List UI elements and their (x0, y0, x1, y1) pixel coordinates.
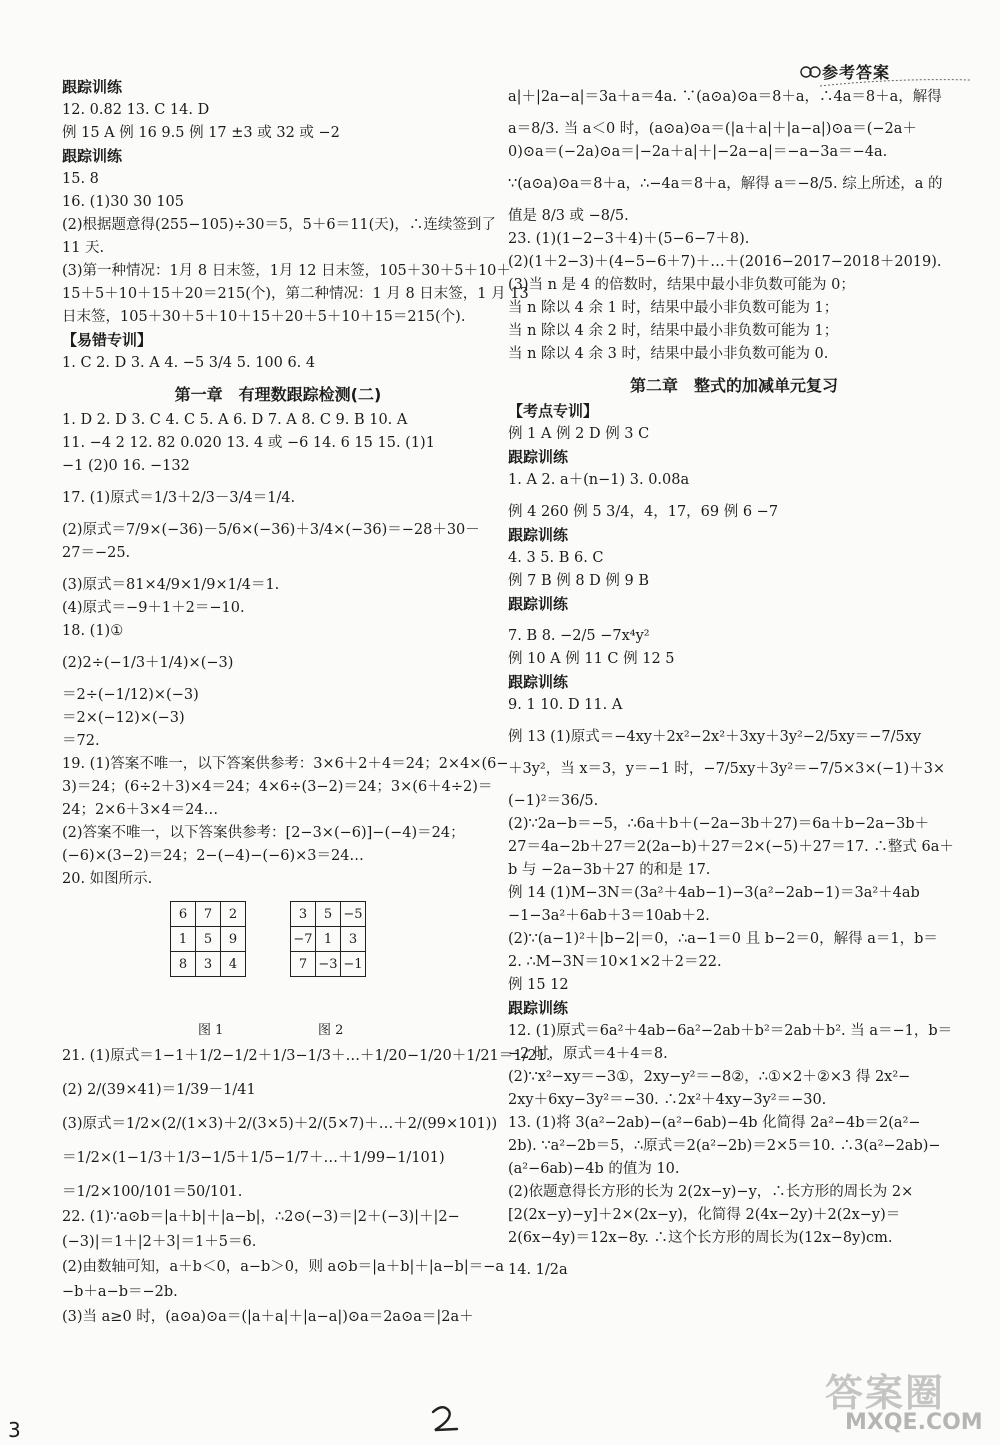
answer-line: 13. (1)将 3(a²−2ab)−(a²−6ab)−4b 化简得 2a²−4b＝2(a²− (508, 1115, 921, 1131)
grid-cell: −5 (341, 902, 366, 927)
answer-line: (3)第一种情况：1月 8 日末签，1月 12 日末签，105＋30＋5＋10＋ (62, 263, 511, 279)
grid-cell: −3 (316, 952, 341, 977)
section-label: 跟踪训练 (62, 147, 123, 165)
answer-line: 2. ∴M−3N＝10×1×2＋2＝22. (508, 954, 722, 970)
answer-line: 7. B 8. −2/5 −7x⁴y² (508, 628, 650, 644)
answer-line: (2)2÷(−1/3＋1/4)×(−3) (62, 655, 234, 671)
grid-row (171, 952, 246, 977)
answer-line: [2(2x−y)−y]＋2×(2x−y)，化简得 2(4x−2y)＋2(2x−y)＝ (508, 1207, 901, 1223)
answer-line: (2)原式＝7/9×(−36)－5/6×(−36)＋3/4×(−36)＝−28＋30－ (62, 522, 480, 538)
answer-line: 1. C 2. D 3. A 4. −5 3/4 5. 100 6. 4 (62, 355, 316, 371)
section-label: 跟踪训练 (508, 595, 569, 613)
answer-line: 4. 3 5. B 6. C (508, 550, 604, 566)
grid-cell: 9 (221, 927, 246, 952)
grid-row (171, 902, 246, 927)
answer-line: (3)当 n 是 4 的倍数时，结果中最小非负数可能为 0； (508, 277, 855, 293)
answer-line: 例 7 B 例 8 D 例 9 B (508, 573, 649, 589)
answer-line: (2)由数轴可知，a＋b＜0，a−b＞0，则 a⊙b＝|a＋b|＋|a−b|＝−a (62, 1259, 505, 1275)
grid-row (291, 927, 366, 952)
section-label: 【考点专训】 (508, 402, 599, 420)
answer-line: 24；2×6＋3×4＝24… (62, 802, 219, 818)
right-column-lines (508, 88, 960, 1280)
answer-line: (3)原式＝81×4/9×1/9×1/4＝1. (62, 577, 280, 593)
grid-cell: −1 (341, 952, 366, 977)
swoosh-decoration-icon (820, 78, 970, 88)
answer-line: 11 天. (62, 240, 105, 256)
answer-line: 日末签，105＋30＋5＋10＋15＋20＋5＋10＋15＝215(个). (62, 309, 466, 325)
answer-line: 2(6x−4y)＝12x−8y. ∴这个长方形的周长为(12x−8y)cm. (508, 1230, 893, 1246)
answer-line: ＝2÷(−1/12)×(−3) (62, 687, 199, 703)
answer-line: −2 时，原式＝4＋4＝8. (508, 1046, 668, 1062)
answer-line: (2)(1＋2−3)＋(4−5−6＋7)＋…＋(2016−2017−2018＋2019). (508, 254, 942, 270)
answer-line: 16. (1)30 30 105 (62, 194, 185, 210)
answer-line: (−6)×(3−2)＝24；2−(−4)−(−6)×3＝24… (62, 848, 364, 864)
section-label: 跟踪训练 (508, 673, 569, 691)
answer-line: 23. (1)(1−2−3＋4)＋(5−6−7＋8). (508, 231, 750, 247)
answer-line: 当 n 除以 4 余 2 时，结果中最小非负数可能为 1； (508, 323, 839, 339)
answer-line: 例 15 12 (508, 977, 569, 993)
answer-line: 例 14 (1)M−3N＝(3a²＋4ab−1)−3(a²−2ab−1)＝3a²＋4ab (508, 885, 920, 901)
answer-line: ＝2×(−12)×(−3) (62, 710, 185, 726)
answer-line: 27＝−25. (62, 545, 131, 561)
grid-cell: 8 (171, 952, 196, 977)
answer-line: −1−3a²＋6ab＋3＝10ab＋2. (508, 908, 710, 924)
answer-line: 3)＝24；(6÷2＋3)×4＝24；4×6÷(3−2)＝24；3×(6＋4÷2)＝ (62, 779, 493, 795)
handwritten-mark (425, 1403, 465, 1435)
magic-square-figures (62, 897, 494, 1047)
answer-line: 14. 1/2a (508, 1262, 568, 1278)
answer-line: (2)依题意得长方形的长为 2(2x−y)−y，∴长方形的周长为 2× (508, 1184, 914, 1200)
grid-cell: −7 (291, 927, 316, 952)
answer-line: (4)原式＝−9＋1＋2＝−10. (62, 600, 245, 616)
answer-line: ＝1/2×(1−1/3＋1/3−1/5＋1/5−1/7＋…＋1/99−1/101) (62, 1150, 445, 1166)
answer-line: ＝1/2×100/101＝50/101. (62, 1184, 243, 1200)
grid-cell: 3 (291, 902, 316, 927)
section-label: 跟踪训练 (508, 526, 569, 544)
section-label: 跟踪训练 (508, 999, 569, 1017)
section-label: 跟踪训练 (62, 78, 123, 96)
answer-line: (2)∵x²−xy＝−3①，2xy−y²＝−8②，∴①×2＋②×3 得 2x²− (508, 1069, 911, 1085)
answer-line: 例 15 A 例 16 9.5 例 17 ±3 或 32 或 −2 (62, 125, 340, 141)
answer-line: 21. (1)原式＝1−1＋1/2−1/2＋1/3−1/3＋…＋1/20−1/20＋1/21＝1/21. (62, 1048, 551, 1064)
figure-2-caption: 图 2 (318, 1023, 344, 1038)
grid-cell: 4 (221, 952, 246, 977)
answer-line: 值是 8/3 或 −8/5. (508, 208, 629, 224)
right-column (508, 88, 960, 1280)
header-title: 参考答案 (822, 63, 891, 82)
answer-line: (a²−6ab)−4b 的值为 10. (508, 1161, 680, 1177)
answer-line: 18. (1)① (62, 623, 124, 639)
grid-cell: 2 (221, 902, 246, 927)
grid-cell: 1 (171, 927, 196, 952)
answer-line: 19. (1)答案不唯一，以下答案供参考：3×6＋2＋4＝24；2×4×(6− (62, 756, 509, 772)
grid-row (171, 927, 246, 952)
answer-line: −b＋a−b＝−2b. (62, 1284, 178, 1300)
circles-decoration-icon (800, 64, 822, 80)
answer-line: (2)∵2a−b＝−5，∴6a＋b＋(−2a−3b＋27)＝6a＋b−2a−3b＋ (508, 816, 930, 832)
answer-line: a|＋|2a−a|＝3a＋a＝4a. ∵(a⊙a)⊙a＝8＋a，∴4a＝8＋a，解得 (508, 89, 942, 105)
answer-line: 20. 如图所示. (62, 871, 153, 887)
grid-cell: 5 (196, 927, 221, 952)
answer-line: 15＋5＋10＋15＋20＝215(个)，第二种情况：1 月 8 日末签，1 月 13 (62, 286, 529, 302)
answer-line: 1. D 2. D 3. C 4. C 5. A 6. D 7. A 8. C 9. B 10. A (62, 412, 408, 428)
answer-line: 11. −4 2 12. 82 0.020 13. 4 或 −6 14. 6 15 15. (1)1 (62, 435, 435, 451)
answer-line: (−3)|＝1＋|2＋3|＝1＋5＝6. (62, 1234, 257, 1250)
answer-line: (2)根据题意得(255−105)÷30＝5，5＋6＝11(天)，∴连续签到了 (62, 217, 496, 233)
grid-cell: 3 (196, 952, 221, 977)
answer-line: (−1)²＝36/5. (508, 793, 599, 809)
page-number: 3 (8, 1418, 21, 1442)
answer-line: ∵(a⊙a)⊙a＝8＋a，∴−4a＝8＋a，解得 a＝−8/5. 综上所述，a 的 (508, 176, 943, 192)
answer-line: 12. (1)原式＝6a²＋4ab−6a²−2ab＋b²＝2ab＋b². 当 a＝−1，b＝ (508, 1023, 953, 1039)
answer-line: 27＝4a−2b＋27＝2(2a−b)＋27＝2×(−5)＋27＝17. ∴整式 6a＋ (508, 839, 954, 855)
answer-line: 9. 1 10. D 11. A (508, 697, 623, 713)
answer-line: 0)⊙a＝(−2a)⊙a＝|−2a＋a|＋|−2a−a|＝−a−3a＝−4a. (508, 144, 888, 160)
answer-line: ＋3y²，当 x＝3，y＝−1 时，−7/5xy＋3y²＝−7/5×3×(−1)＋3× (508, 761, 946, 777)
answer-line: 例 10 A 例 11 C 例 12 5 (508, 651, 675, 667)
answer-line: 17. (1)原式＝1/3＋2/3－3/4＝1/4. (62, 490, 296, 506)
left-column-lines (62, 78, 529, 889)
answer-line: 15. 8 (62, 171, 99, 187)
grid-cell: 3 (341, 927, 366, 952)
answer-line: (3)当 a≥0 时，(a⊙a)⊙a＝(|a＋a|＋|a−a|)⊙a＝2a⊙a＝|2a＋ (62, 1309, 474, 1325)
chapter-title: 第一章 有理数跟踪检测(二) (174, 385, 382, 404)
magic-square-figure-1 (170, 901, 246, 977)
answer-line: (3)原式＝1/2×(2/(1×3)＋2/(3×5)＋2/(5×7)＋…＋2/(99×101)) (62, 1116, 498, 1132)
answer-line: 22. (1)∵a⊙b＝|a＋b|＋|a−b|，∴2⊙(−3)＝|2＋(−3)|＋|2− (62, 1209, 460, 1225)
answer-line: ＝72. (62, 733, 100, 749)
answer-line: 例 13 (1)原式＝−4xy＋2x²−2x²＋3xy＋3y²−2/5xy＝−7/5xy (508, 729, 922, 745)
answer-line: 例 4 260 例 5 3/4，4，17，69 例 6 −7 (508, 504, 779, 520)
magic-square-figure-2 (290, 901, 366, 977)
grid-cell: 7 (291, 952, 316, 977)
grid-row (291, 952, 366, 977)
answer-line: −1 (2)0 16. −132 (62, 458, 190, 474)
watermark (825, 1362, 990, 1442)
watermark-logo: 答案圈 (825, 1371, 946, 1415)
section-label: 【易错专训】 (62, 331, 153, 349)
answer-line: 当 n 除以 4 余 3 时，结果中最小非负数可能为 0. (508, 346, 829, 362)
grid-cell: 7 (196, 902, 221, 927)
chapter-title: 第二章 整式的加减单元复习 (629, 376, 838, 395)
grid-cell: 6 (171, 902, 196, 927)
answer-line: 1. A 2. a＋(n−1) 3. 0.08a (508, 472, 690, 488)
answer-line: (2)答案不唯一，以下答案供参考：[2−3×(−6)]−(−4)＝24； (62, 825, 465, 841)
answer-line: a＝8/3. 当 a＜0 时，(a⊙a)⊙a＝(|a＋a|＋|a−a|)⊙a＝(−2a＋ (508, 121, 917, 137)
grid-row (291, 902, 366, 927)
section-label: 跟踪训练 (508, 448, 569, 466)
watermark-site: MXQE.COM (845, 1410, 983, 1435)
answer-line: 当 n 除以 4 余 1 时，结果中最小非负数可能为 1； (508, 300, 839, 316)
answer-line: 2xy＋6xy−3y²＝−30. ∴2x²＋4xy−3y²＝−30. (508, 1092, 827, 1108)
grid-cell: 5 (316, 902, 341, 927)
answer-line: 12. 0.82 13. C 14. D (62, 102, 210, 118)
answer-line: 例 1 A 例 2 D 例 3 C (508, 426, 650, 442)
answer-line: (2) 2/(39×41)＝1/39－1/41 (62, 1082, 256, 1098)
answer-line: 2b). ∵a²−2b＝5，∴原式＝2(a²−2b)＝2×5＝10. ∴3(a²−2ab)− (508, 1138, 941, 1154)
answer-line: (2)∵(a−1)²＋|b−2|＝0，∴a−1＝0 且 b−2＝0，解得 a＝1，b＝ (508, 931, 938, 947)
answer-line: b 与 −2a−3b＋27 的和是 17. (508, 862, 711, 878)
page-header (800, 58, 990, 86)
grid-cell: 1 (316, 927, 341, 952)
figure-1-caption: 图 1 (198, 1023, 224, 1038)
